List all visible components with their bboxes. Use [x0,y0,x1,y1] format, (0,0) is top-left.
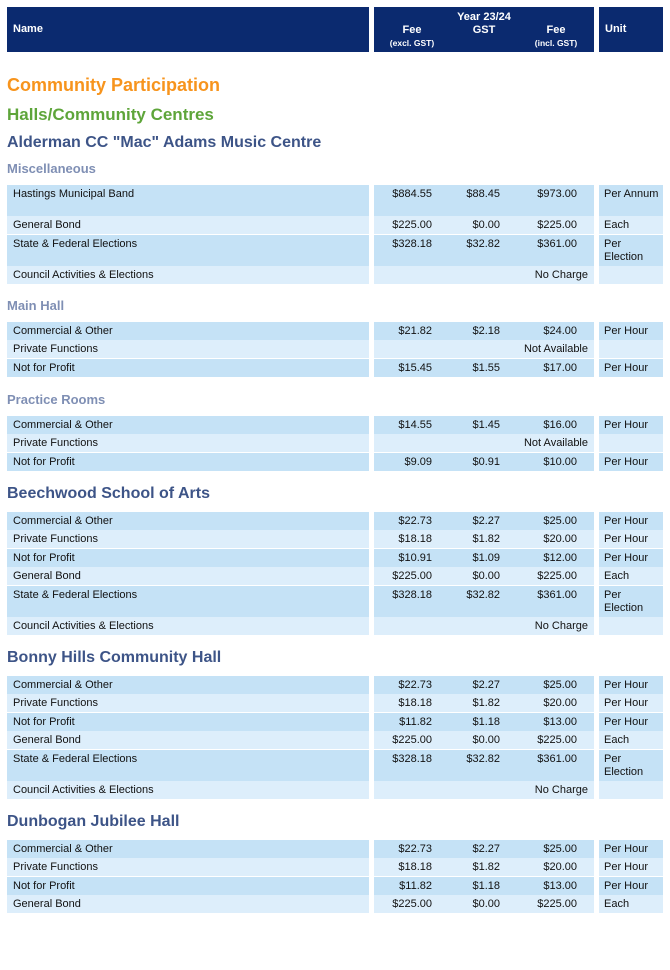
fee-cells [374,877,594,895]
fee-incl-gst: $10.00 [543,455,577,468]
fee-excl-gst: $10.91 [398,551,432,564]
fee-table-bonny [0,676,670,799]
fee-cells [374,322,594,340]
fee-table-main-hall [0,322,670,377]
gst-amount: $0.00 [472,570,500,583]
fee-excl-gst: $328.18 [392,237,432,250]
table-row [0,617,670,635]
table-row [0,713,670,731]
item-name: Not for Profit [7,713,369,731]
fee-incl-gst: $25.00 [543,843,577,855]
fee-cells [374,895,594,913]
fee-excl-gst: $22.73 [398,843,432,855]
fee-cells [374,713,594,731]
fee-excl-gst: $225.00 [392,734,432,747]
unit: Per Hour [599,840,663,858]
item-name: Council Activities & Elections [7,266,369,284]
fee-cells [374,340,594,358]
unit [599,781,663,799]
unit [599,266,663,284]
table-row [0,840,670,858]
table-row [0,322,670,340]
fee-excl-gst: $14.55 [398,419,432,431]
item-name: General Bond [7,567,369,585]
unit [599,617,663,635]
header-fee-incl-sub: (incl. GST) [534,38,578,48]
fee-excl-gst: $15.45 [398,361,432,374]
table-row [0,359,670,377]
header-fee-excl-label: Fee [402,24,422,36]
gst-amount: $2.27 [472,515,500,527]
table-row [0,676,670,694]
table-row [0,895,670,913]
item-name: Not for Profit [7,877,369,895]
gst-amount: $2.27 [472,843,500,855]
gst-amount: $1.55 [472,361,500,374]
fee-incl-gst: $361.00 [537,588,577,601]
unit: Per Hour [599,676,663,694]
gst-amount: $1.18 [472,879,500,892]
fee-note: No Charge [534,269,588,282]
item-name: Not for Profit [7,453,369,471]
fee-incl-gst: $24.00 [543,325,577,337]
unit: Per Hour [599,416,663,434]
fee-excl-gst: $11.82 [399,879,432,892]
fee-cells [374,216,594,234]
fee-incl-gst: $361.00 [537,752,577,765]
fee-excl-gst: $225.00 [392,570,432,583]
fee-note: No Charge [534,619,588,632]
venue-title-alderman: Alderman CC "Mac" Adams Music Centre [7,134,322,151]
item-name: Private Functions [7,340,369,358]
table-row [0,781,670,799]
fee-cells [374,858,594,876]
unit: Each [599,895,663,913]
fee-cells [374,731,594,749]
item-name: Commercial & Other [7,840,369,858]
unit: Each [599,731,663,749]
unit [599,340,663,358]
fee-cells [374,530,594,548]
item-name: Commercial & Other [7,322,369,340]
fee-excl-gst: $22.73 [398,679,432,691]
fee-cells [374,586,594,617]
table-row [0,731,670,749]
header-year-cell [374,7,594,52]
fee-excl-gst: $328.18 [392,588,432,601]
fee-note: Not Available [523,437,588,450]
table-row [0,586,670,617]
subsection-title-practice: Practice Rooms [7,392,106,407]
fee-excl-gst: $18.18 [398,533,432,546]
item-name: Private Functions [7,694,369,712]
table-row [0,858,670,876]
header-fee-incl-label: Fee [546,24,566,36]
table-row [0,434,670,452]
fee-incl-gst: $20.00 [543,861,577,874]
fee-table-misc [0,185,670,285]
item-name: Not for Profit [7,359,369,377]
venue-title-beechwood: Beechwood School of Arts [7,485,210,502]
table-row [0,216,670,234]
table-row [0,530,670,548]
unit: Per Hour [599,549,663,567]
fee-cells [374,453,594,471]
header-gst [446,24,522,36]
unit: Each [599,567,663,585]
item-name: Council Activities & Elections [7,781,369,799]
header-year-label: Year 23/24 [457,11,511,23]
fee-excl-gst: $22.73 [398,515,432,527]
unit: Per Election [599,750,663,781]
fee-cells [374,416,594,434]
gst-amount: $1.45 [472,419,500,431]
fee-cells [374,781,594,799]
table-row [0,694,670,712]
item-name: Council Activities & Elections [7,617,369,635]
fee-excl-gst: $884.55 [392,188,432,200]
fee-excl-gst: $225.00 [392,898,432,911]
item-name: Commercial & Other [7,676,369,694]
table-row [0,567,670,585]
fee-excl-gst: $21.82 [398,325,432,337]
item-name: State & Federal Elections [7,586,369,617]
fee-incl-gst: $225.00 [537,570,577,583]
header-name-label: Name [13,23,43,35]
fee-cells [374,235,594,266]
gst-amount: $32.82 [466,588,500,601]
unit: Per Hour [599,453,663,471]
fee-incl-gst: $12.00 [543,551,577,564]
table-row [0,512,670,530]
fee-cells [374,512,594,530]
gst-amount: $1.09 [472,551,500,564]
venue-title-dunbogan: Dunbogan Jubilee Hall [7,813,180,830]
fee-incl-gst: $20.00 [543,697,577,710]
item-name: Commercial & Other [7,512,369,530]
gst-amount: $0.00 [472,734,500,747]
gst-amount: $88.45 [466,188,500,200]
fee-incl-gst: $13.00 [543,715,577,728]
gst-amount: $1.82 [472,533,500,546]
fee-table-beechwood [0,512,670,635]
header-gst-label: GST [472,24,496,36]
venue-title-bonny: Bonny Hills Community Hall [7,649,222,666]
gst-amount: $1.82 [472,861,500,874]
table-row [0,750,670,781]
fee-incl-gst: $20.00 [543,533,577,546]
fee-cells [374,617,594,635]
gst-amount: $0.91 [472,455,500,468]
fee-cells [374,549,594,567]
section-title-community: Community Participation [7,75,221,95]
table-row [0,416,670,434]
item-name: Private Functions [7,434,369,452]
unit: Per Election [599,586,663,617]
unit: Per Hour [599,512,663,530]
fee-cells [374,676,594,694]
item-name: General Bond [7,731,369,749]
fee-table-practice [0,416,670,471]
item-name: Commercial & Other [7,416,369,434]
fee-excl-gst: $11.82 [399,715,432,728]
fee-cells [374,750,594,781]
section-title-halls: Halls/Community Centres [7,105,214,124]
fee-incl-gst: $225.00 [537,734,577,747]
unit: Per Hour [599,322,663,340]
fee-incl-gst: $16.00 [543,419,577,431]
unit: Per Hour [599,530,663,548]
table-row [0,185,670,216]
header-unit-label: Unit [605,23,627,35]
fee-incl-gst: $225.00 [537,219,577,232]
fee-cells [374,567,594,585]
gst-amount: $32.82 [466,237,500,250]
fee-cells [374,185,594,216]
fee-cells [374,434,594,452]
fee-excl-gst: $18.18 [398,861,432,874]
table-row [0,235,670,266]
item-name: General Bond [7,895,369,913]
unit: Per Hour [599,858,663,876]
fee-incl-gst: $25.00 [543,515,577,527]
item-name: Private Functions [7,530,369,548]
fee-excl-gst: $18.18 [398,697,432,710]
table-row [0,266,670,284]
header-name-cell [7,7,369,52]
fee-cells [374,266,594,284]
table-row [0,549,670,567]
item-name: Private Functions [7,858,369,876]
item-name: Hastings Municipal Band [7,185,369,216]
table-row [0,453,670,471]
subsection-title-misc: Miscellaneous [7,161,96,176]
fee-incl-gst: $973.00 [537,188,577,200]
gst-amount: $1.18 [472,715,500,728]
gst-amount: $0.00 [472,219,500,232]
header-fee-excl-sub: (excl. GST) [389,38,435,48]
gst-amount: $2.18 [472,325,500,337]
fee-incl-gst: $13.00 [543,879,577,892]
header-unit-cell [599,7,663,52]
fee-cells [374,840,594,858]
header-fee-excl [374,24,450,48]
fee-incl-gst: $17.00 [543,361,577,374]
fee-table-dunbogan [0,840,670,914]
unit: Per Hour [599,877,663,895]
fee-excl-gst: $328.18 [392,752,432,765]
header-fee-incl [518,24,594,48]
unit: Per Hour [599,694,663,712]
item-name: Not for Profit [7,549,369,567]
fee-incl-gst: $225.00 [537,898,577,911]
item-name: State & Federal Elections [7,235,369,266]
table-row [0,877,670,895]
gst-amount: $0.00 [472,898,500,911]
unit: Each [599,216,663,234]
gst-amount: $32.82 [466,752,500,765]
gst-amount: $1.82 [472,697,500,710]
fee-note: Not Available [523,343,588,356]
fee-cells [374,359,594,377]
unit: Per Election [599,235,663,266]
gst-amount: $2.27 [472,679,500,691]
fee-excl-gst: $225.00 [392,219,432,232]
fee-cells [374,694,594,712]
item-name: General Bond [7,216,369,234]
fee-excl-gst: $9.09 [404,455,432,468]
fee-note: No Charge [534,783,588,796]
unit [599,434,663,452]
item-name: State & Federal Elections [7,750,369,781]
unit: Per Hour [599,359,663,377]
unit: Per Annum [599,185,663,216]
fee-incl-gst: $25.00 [543,679,577,691]
subsection-title-main-hall: Main Hall [7,298,65,313]
unit: Per Hour [599,713,663,731]
fee-incl-gst: $361.00 [537,237,577,250]
table-row [0,340,670,358]
